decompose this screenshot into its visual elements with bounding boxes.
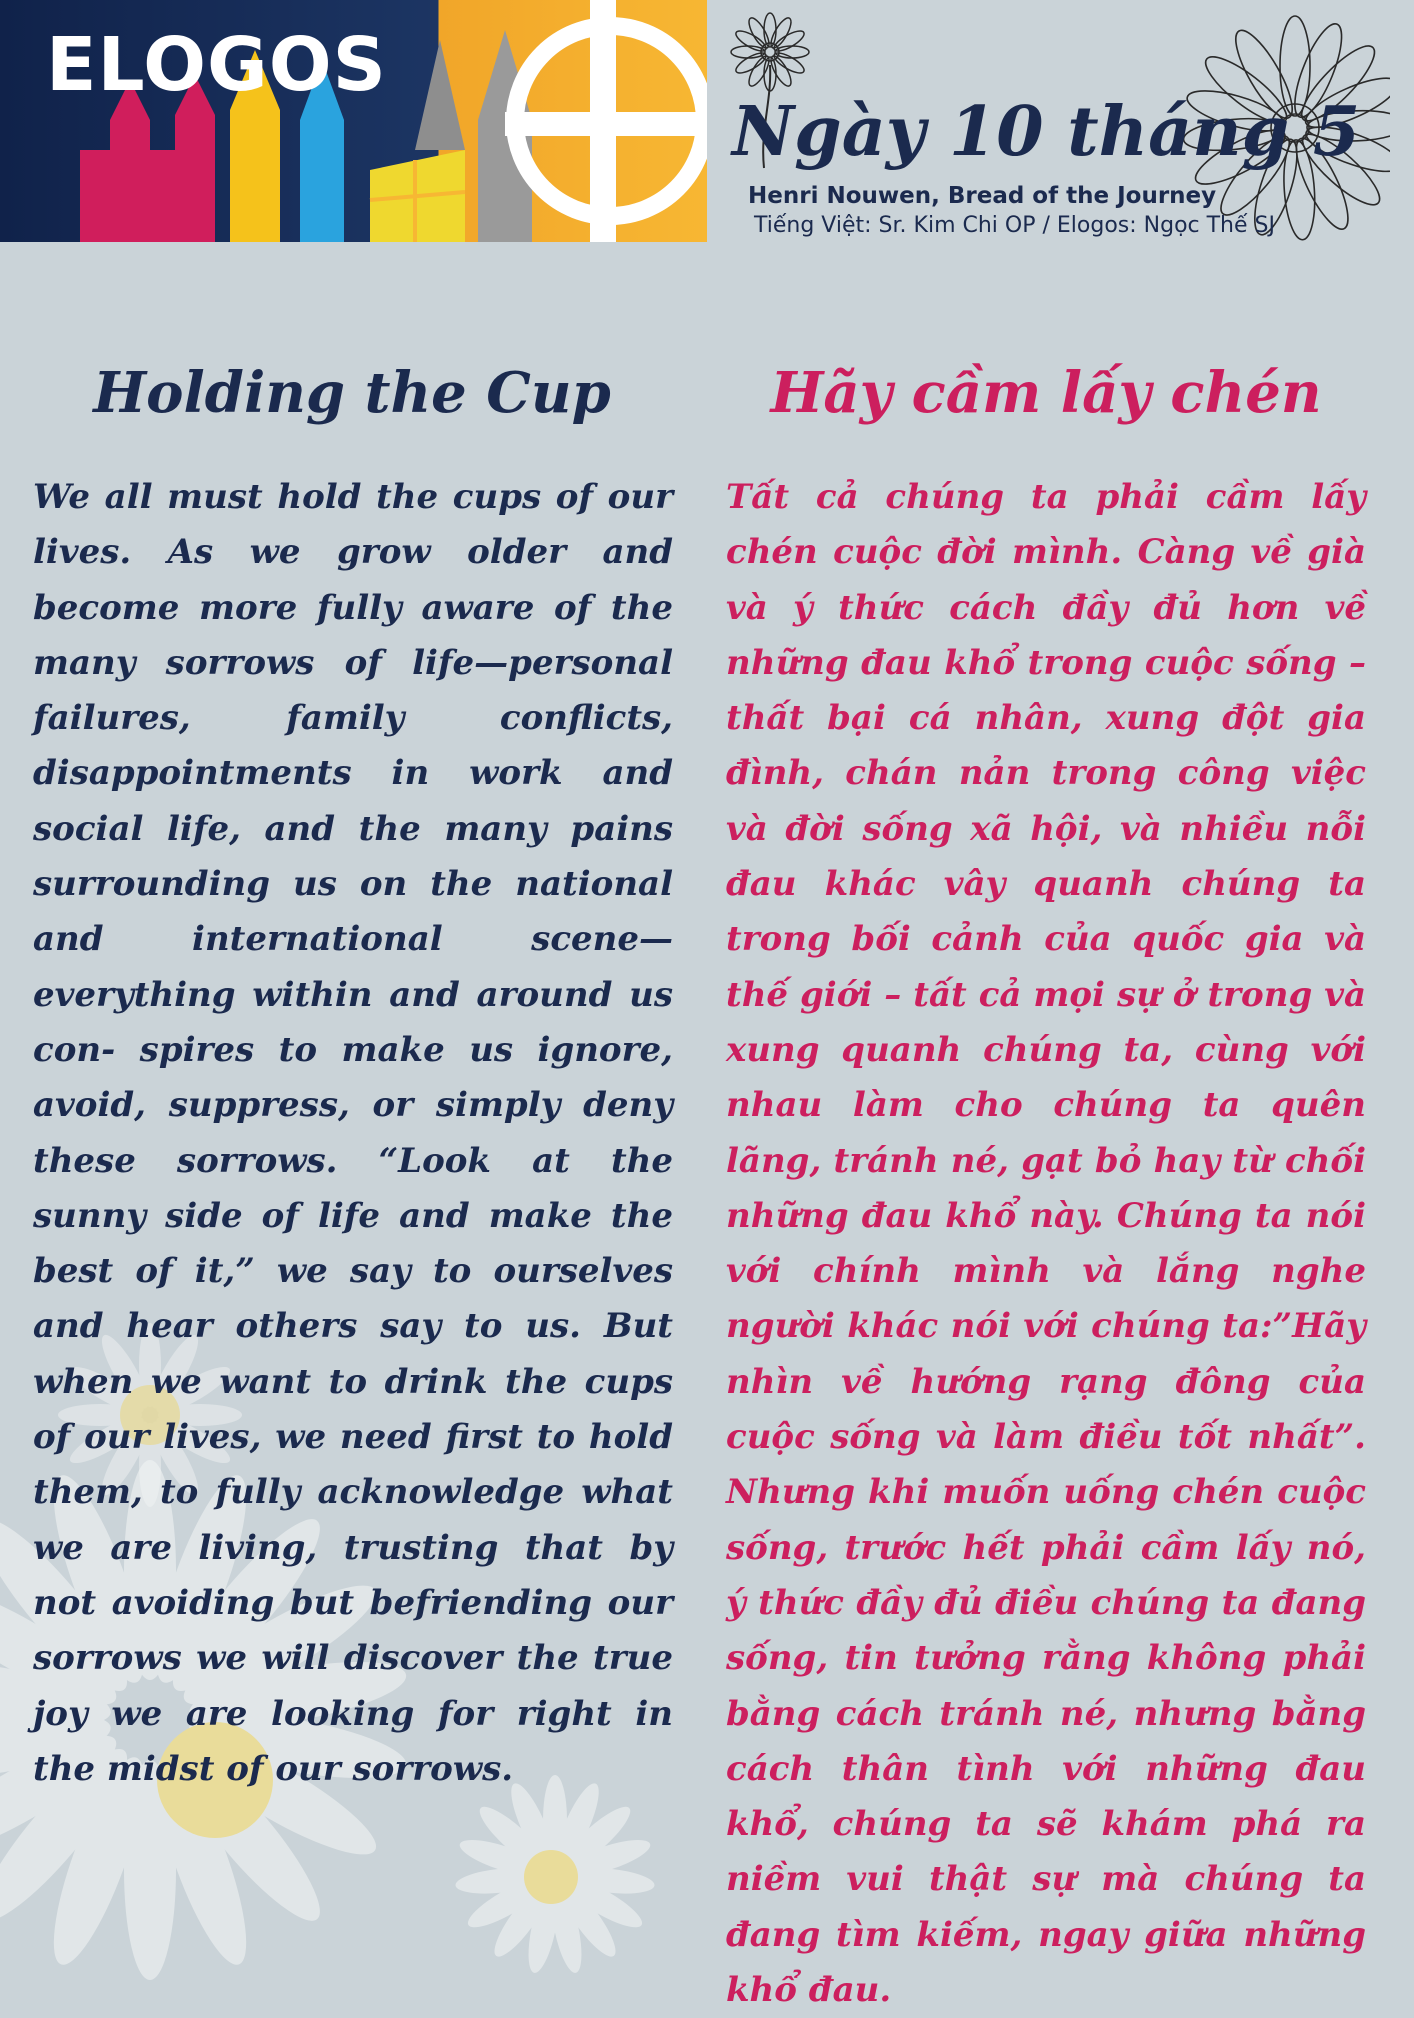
english-title: Holding the Cup — [93, 360, 611, 426]
source-citation: Henri Nouwen, Bread of the Journey — [748, 183, 1217, 209]
english-body-text: We all must hold the cups of our lives. As we grow older and become more fully aware of the many sorrows of life—personal failures, family conflicts, disappointments in work and social life, and the many pains surrounding us on the national and international scene—everything within and around us con- spires to make us ignore, avoid, suppress, or simply deny these sorrows. “Look at the sunny side of life and make the best of it,” we say to ourselves and hear others say to us. But when we want to drink the cups of our lives, we need first to hold them, to fully acknowledge what we are living, trusting that by not avoiding but befriending our sorrows we will discover the true joy we are looking for right in the midst of our sorrows. — [33, 477, 673, 1789]
daisy-decoration-icon — [445, 1765, 665, 1985]
vietnamese-title: Hãy cầm lấy chén — [770, 360, 1322, 426]
vietnamese-body-text: Tất cả chúng ta phải cầm lấy chén cuộc đời mình. Càng về già và ý thức cách đầy đủ hơn về những đau khổ trong cuộc sống – thất bại cá nhân, xung đột gia đình, chán nản trong công việc và đời sống xã hội, và nhiều nỗi đau khác vây quanh chúng ta trong bối cảnh của quốc gia và thế giới – tất cả mọi sự ở trong và xung quanh chúng ta, cùng với nhau làm cho chúng ta quên lãng, tránh né, gạt bỏ hay từ chối những đau khổ này. Chúng ta nói với chính mình và lắng nghe người khác nói với chúng ta:”Hãy nhìn về hướng rạng đông của cuộc sống và làm điều tốt nhất”. Nhưng khi muốn uống chén cuộc sống, trước hết phải cầm lấy nó, ý thức đầy đủ điều chúng ta đang sống, tin tưởng rằng không phải bằng cách tránh né, nhưng bằng cách thân tình với những đau khổ, chúng ta sẽ khám phá ra niềm vui thật sự mà chúng ta đang tìm kiếm, ngay giữa những khổ đau. — [726, 477, 1366, 2011]
elogos-banner — [0, 0, 707, 242]
page-date-title: Ngày 10 tháng 5 — [732, 92, 1361, 172]
translator-credit: Tiếng Việt: Sr. Kim Chi OP / Elogos: Ngọc Thế SJ — [754, 213, 1275, 238]
elogos-logo-text: ELOGOS — [46, 22, 387, 108]
